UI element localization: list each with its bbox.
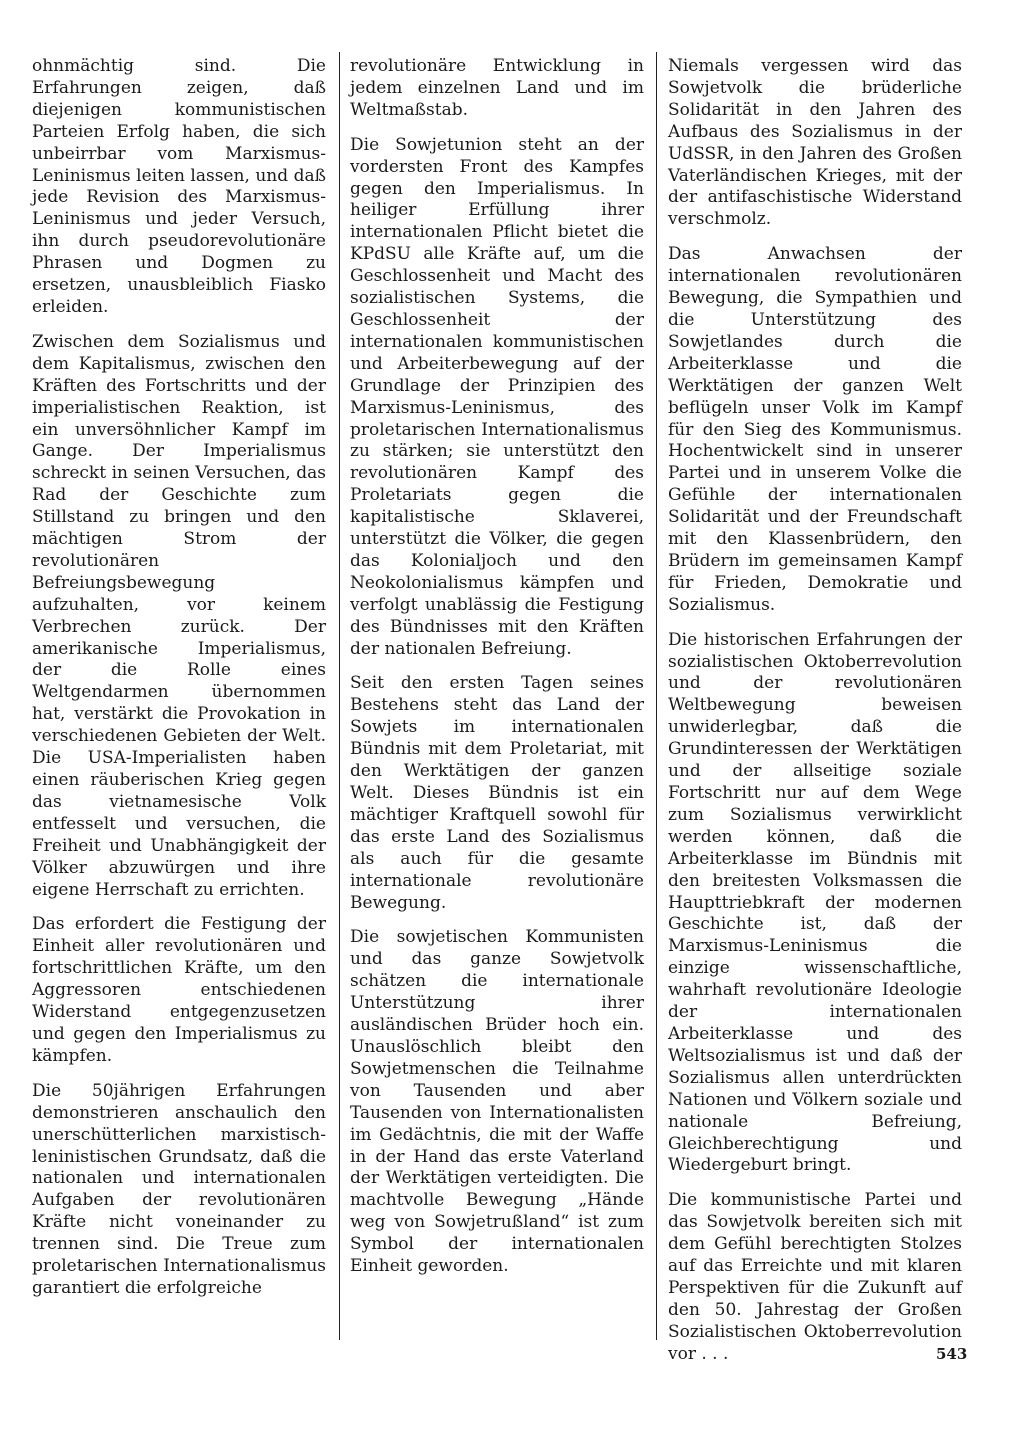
page-number: 543 — [936, 1345, 968, 1363]
column-divider-left — [339, 52, 340, 1340]
column-divider-right — [656, 52, 657, 1340]
paragraph: Die 50jährigen Erfahrungen demonstrieren anschaulich den unerschütterlichen marxistisch-leninistischen Grundsatz, daß die nationalen und internationalen Aufgaben der revolutionären Kräfte nicht voneinander zu trennen sind. Die Treue zum proletarischen Internationalismus garantiert die erfolgreiche — [32, 1080, 326, 1298]
paragraph: revolutionäre Entwicklung in jedem einzelnen Land und im Weltmaßstab. — [350, 56, 644, 120]
paragraph: Das Anwachsen der internationalen revolutionären Bewegung, die Sympathien und die Unterstützung des Sowjetlandes durch die Arbeiterklasse und die Werktätigen der ganzen Welt beflügeln unser Volk im Kampf für den Sieg des Kommunismus. Hochentwickelt sind in unserer Partei und in unserem Volke die Gefühle der internationalen Solidarität und der Freundschaft mit den Klassenbrüdern, den Brüdern im gemeinsamen Kampf für Frieden, Demokratie und Sozialismus. — [668, 244, 962, 615]
text-column-right — [668, 56, 962, 1379]
paragraph: ohnmächtig sind. Die Erfahrungen zeigen, daß diejenigen kommunistischen Parteien Erfolg haben, die sich unbeirrbar vom Marxismus-Leninismus leiten lassen, und daß jede Revision des Marxismus-Leninismus und jeder Versuch, ihn durch pseudorevolutionäre Phrasen und Dogmen zu ersetzen, unausbleiblich Fiasko erleiden. — [32, 56, 326, 317]
paragraph: Niemals vergessen wird das Sowjetvolk die brüderliche Solidarität in den Jahren des Aufbaus des Sozialismus in der UdSSR, in den Jahren des Großen Vaterländischen Krieges, mit der der antifaschistische Widerstand verschmolz. — [668, 56, 962, 230]
paragraph: Die kommunistische Partei und das Sowjetvolk bereiten sich mit dem Gefühl berechtigten Stolzes auf das Erreichte und mit klaren Perspektiven für die Zukunft auf den 50. Jahrestag der Großen Sozialistischen Oktoberrevolution vor . . . — [668, 1190, 962, 1364]
paragraph: Die historischen Erfahrungen der sozialistischen Oktoberrevolution und der revolutionären Weltbewegung beweisen unwiderlegbar, daß die Grundinteressen der Werktätigen und der allseitige soziale Fortschritt nur auf dem Wege zum Sozialismus verwirklicht werden können, daß die Arbeiterklasse im Bündnis mit den breitesten Volksmassen die Haupttriebkraft der modernen Geschichte ist, daß der Marxismus-Leninismus die einzige wissenschaftliche, wahrhaft revolutionäre Ideologie der internationalen Arbeiterklasse und des Weltsozialismus ist und daß der Sozialismus allen unterdrückten Nationen und Völkern soziale und nationale Befreiung, Gleichberechtigung und Wiedergeburt bringt. — [668, 629, 962, 1176]
paragraph: Seit den ersten Tagen seines Bestehens steht das Land der Sowjets im internationalen Bündnis mit dem Proletariat, mit den Werktätigen der ganzen Welt. Dieses Bündnis ist ein mächtiger Kraftquell sowohl für das erste Land des Sozialismus als auch für die gesamte internationale revolutionäre Bewegung. — [350, 673, 644, 913]
paragraph: Zwischen dem Sozialismus und dem Kapitalismus, zwischen den Kräften des Fortschritts und der imperialistischen Reaktion, ist ein unversöhnlicher Kampf im Gange. Der Imperialismus schreckt in seinen Versuchen, das Rad der Geschichte zum Stillstand zu bringen und den mächtigen Strom der revolutionären Befreiungsbewegung aufzuhalten, vor keinem Verbrechen zurück. Der amerikanische Imperialismus, der die Rolle eines Weltgendarmen übernommen hat, verstärkt die Provokation in verschiedenen Gebieten der Welt. Die USA-Imperialisten haben einen räuberischen Krieg gegen das vietnamesische Volk entfesselt und versuchen, die Freiheit und Unabhängigkeit der Völker abzuwürgen und ihre eigene Herrschaft zu errichten. — [32, 331, 326, 900]
paragraph: Die Sowjetunion steht an der vordersten Front des Kampfes gegen den Imperialismus. In heiliger Erfüllung ihrer internationalen Pflicht bietet die KPdSU alle Kräfte auf, um die Geschlossenheit und Macht des sozialistischen Systems, die Geschlossenheit der internationalen kommunistischen und Arbeiterbewegung auf der Grundlage der Prinzipien des Marxismus-Leninismus, des proletarischen Internationalismus zu stärken; sie unterstützt den revolutionären Kampf des Proletariats gegen die kapitalistische Sklaverei, unterstützt die Völker, die gegen das Kolonialjoch und den Neokolonialismus kämpfen und verfolgt unablässig die Festigung des Bündnisses mit den Kräften der nationalen Befreiung. — [350, 134, 644, 659]
paragraph: Die sowjetischen Kommunisten und das ganze Sowjetvolk schätzen die internationale Unterstützung ihrer ausländischen Brüder hoch ein. Unauslöschlich bleibt den Sowjetmenschen die Teilnahme von Tausenden und aber Tausenden von Internationalisten im Gedächtnis, die mit der Waffe in der Hand das erste Vaterland der Werktätigen verteidigten. Die machtvolle Bewegung „Hände weg von Sowjetrußland“ ist zum Symbol der internationalen Einheit geworden. — [350, 927, 644, 1277]
text-column-middle — [350, 56, 644, 1291]
paragraph: Das erfordert die Festigung der Einheit aller revolutionären und fortschrittlichen Kräfte, um den Aggressoren entschiedenen Widerstand entgegenzusetzen und gegen den Imperialismus zu kämpfen. — [32, 914, 326, 1066]
text-column-left — [32, 56, 326, 1313]
